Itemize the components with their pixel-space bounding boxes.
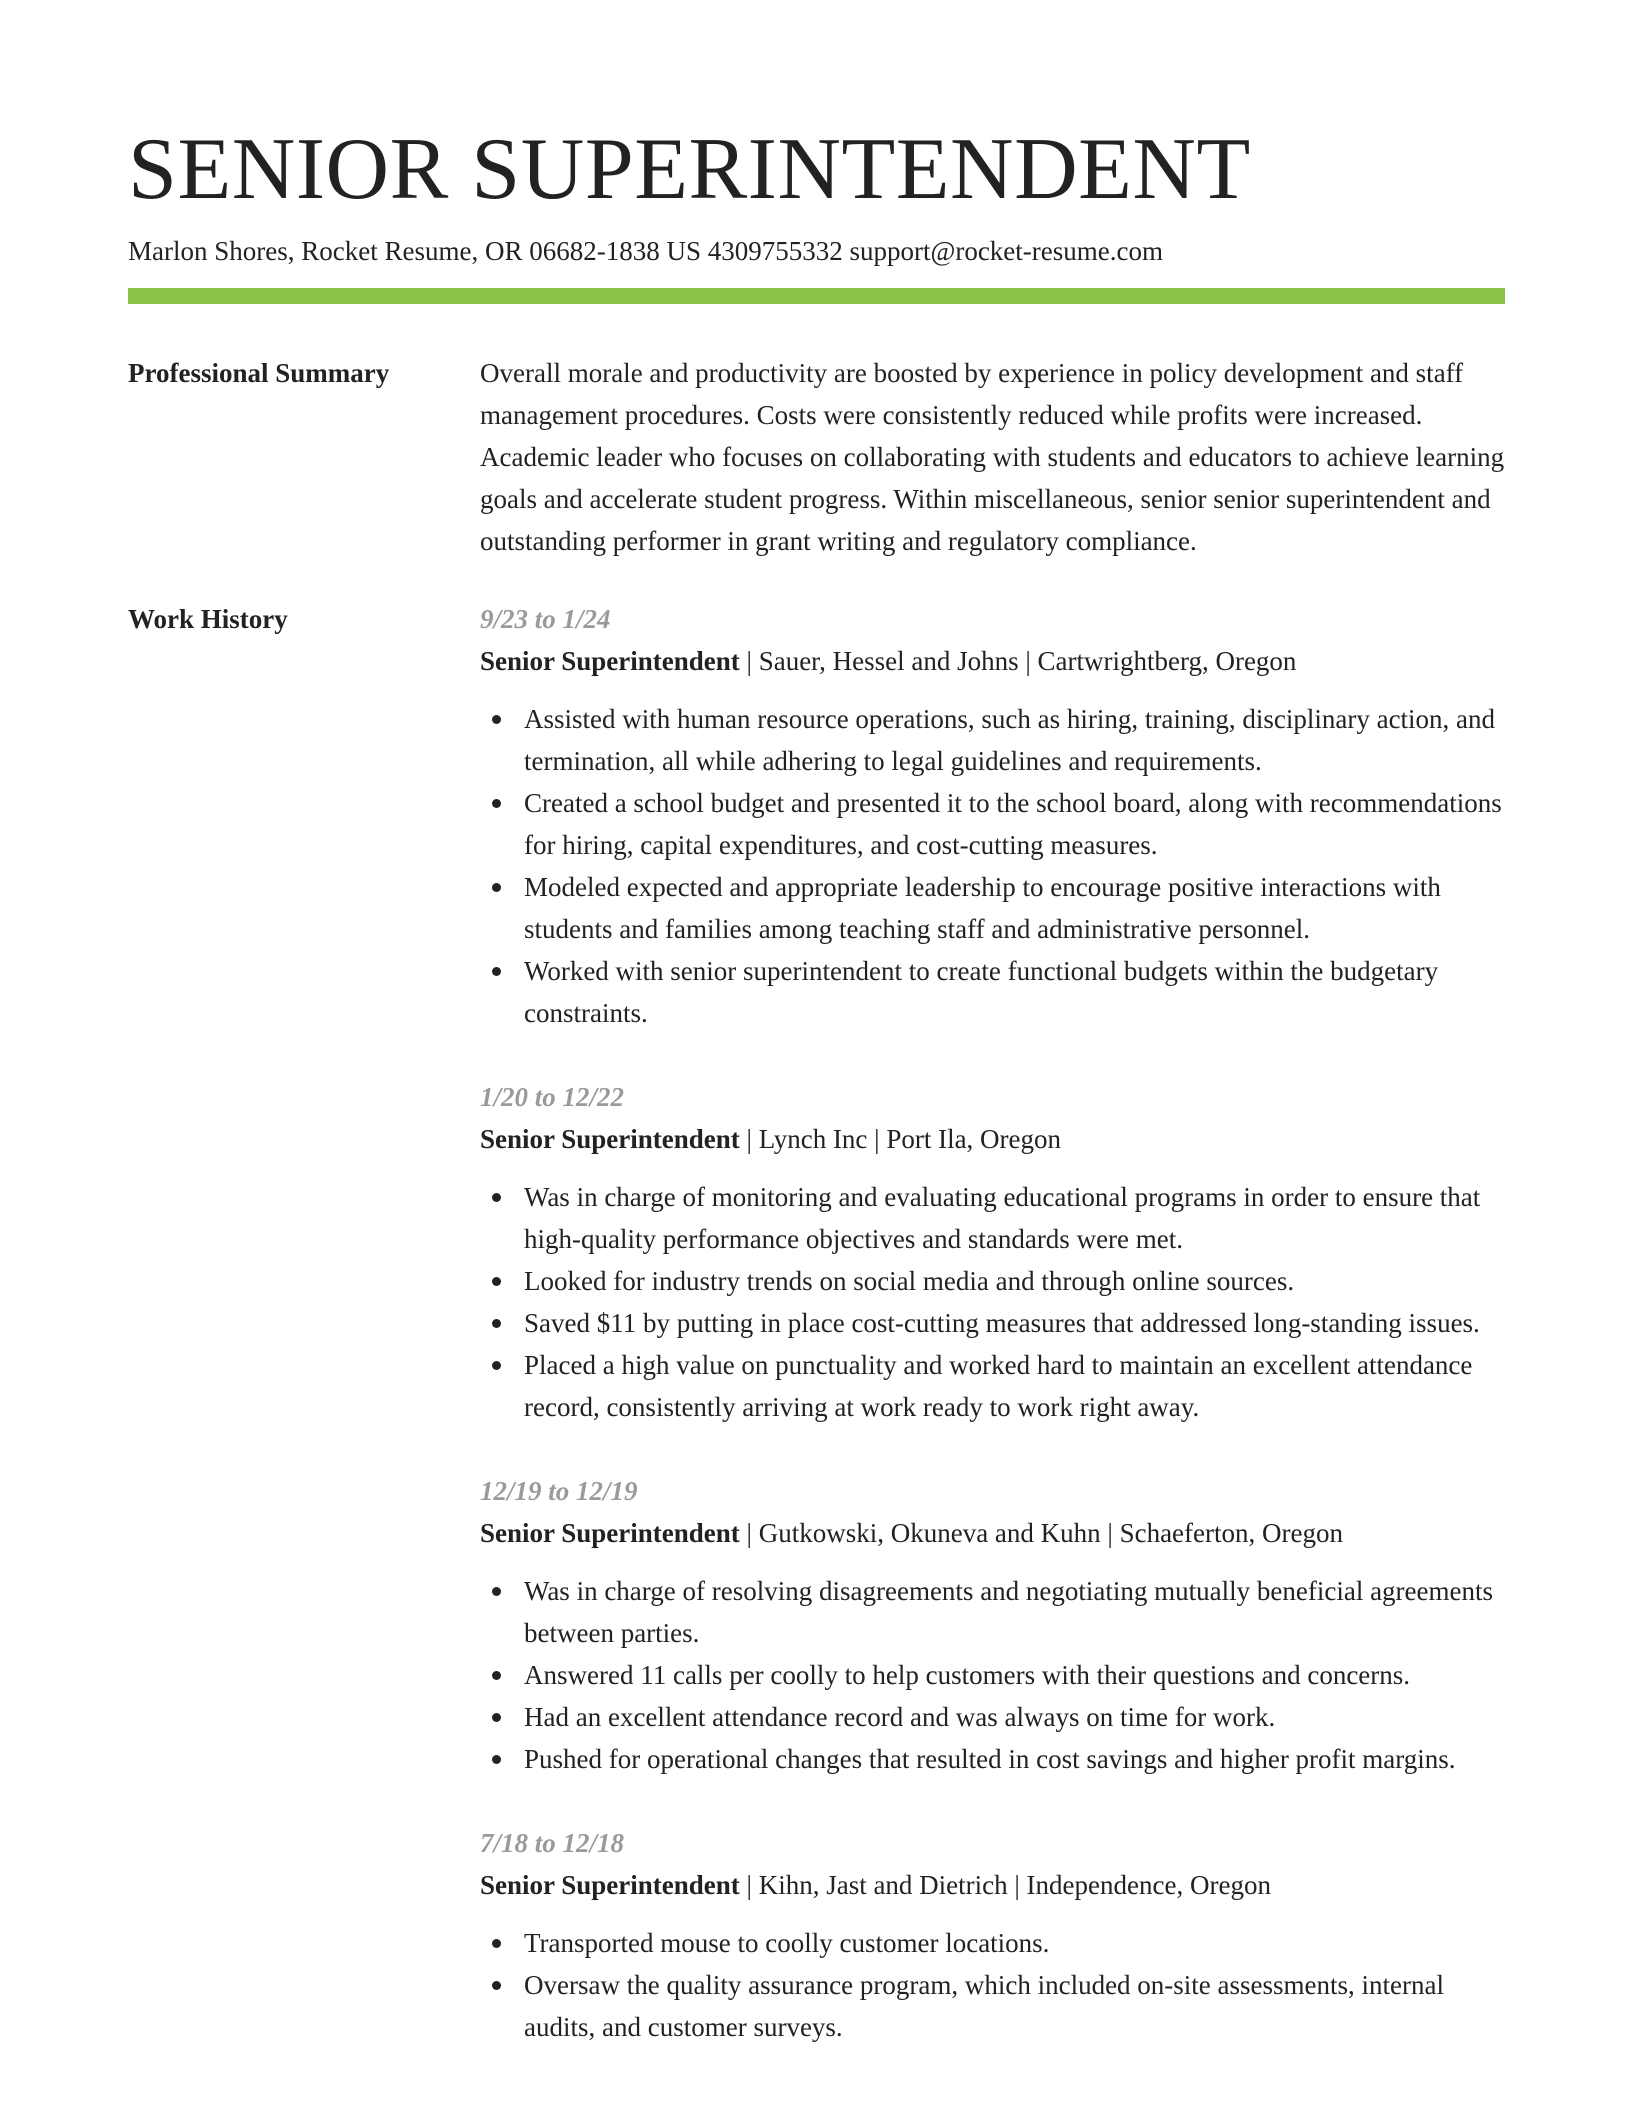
job-employer-location: | Lynch Inc | Port Ila, Oregon [739, 1124, 1062, 1154]
job-bullet-list [480, 1176, 1505, 1428]
job-bullet [480, 782, 1505, 866]
job-bullet [480, 1738, 1505, 1780]
job-bullet-list [480, 698, 1505, 1034]
job-bullet [480, 1922, 1505, 1964]
bullet-dot-icon [492, 1981, 501, 1990]
contact-line: Marlon Shores, Rocket Resume, OR 06682-1838 US 4309755332 support@rocket-resume.com [128, 236, 1163, 266]
job-bullet-text: Oversaw the quality assurance program, which included on-site assessments, internal audits, and customer surveys. [524, 1970, 1444, 2042]
job-dates: 1/20 to 12/22 [480, 1082, 625, 1112]
job-entry [480, 598, 1505, 1034]
job-heading [480, 640, 1505, 682]
bullet-dot-icon [492, 1671, 501, 1680]
job-bullet-text: Saved $11 by putting in place cost-cutting measures that addressed long-standing issues. [524, 1308, 1480, 1338]
job-dates: 9/23 to 1/24 [480, 604, 611, 634]
bullet-dot-icon [492, 799, 501, 808]
bullet-dot-icon [492, 1587, 501, 1596]
job-entry [480, 1076, 1505, 1428]
section-label-professional-summary: Professional Summary [128, 358, 390, 388]
job-bullet-text: Was in charge of monitoring and evaluating educational programs in order to ensure that high-quality performance objectives and standards were met. [524, 1182, 1481, 1254]
accent-divider [128, 288, 1505, 304]
job-bullet-text: Was in charge of resolving disagreements and negotiating mutually beneficial agreements between parties. [524, 1576, 1494, 1648]
job-bullet-text: Pushed for operational changes that resulted in cost savings and higher profit margins. [524, 1744, 1456, 1774]
job-bullet [480, 1696, 1505, 1738]
bullet-dot-icon [492, 967, 501, 976]
bullet-dot-icon [492, 1361, 501, 1370]
job-bullet [480, 1654, 1505, 1696]
job-heading [480, 1118, 1505, 1160]
job-bullet-list [480, 1922, 1505, 2048]
job-bullet [480, 866, 1505, 950]
bullet-dot-icon [492, 1939, 501, 1948]
job-bullet-text: Transported mouse to coolly customer locations. [524, 1928, 1050, 1958]
job-bullet-text: Assisted with human resource operations, such as hiring, training, disciplinary action, and termination, all while adhering to legal guidelines and requirements. [524, 704, 1496, 776]
job-employer-location: | Gutkowski, Okuneva and Kuhn | Schaeferton, Oregon [739, 1518, 1343, 1548]
job-employer-location: | Sauer, Hessel and Johns | Cartwrightberg, Oregon [739, 646, 1297, 676]
job-bullet-text: Created a school budget and presented it to the school board, along with recommendations for hiring, capital expenditures, and cost-cutting measures. [524, 788, 1502, 860]
job-title: Senior Superintendent [480, 1518, 740, 1548]
bullet-dot-icon [492, 1713, 501, 1722]
bullet-dot-icon [492, 1277, 501, 1286]
job-title: Senior Superintendent [480, 1124, 740, 1154]
job-dates: 7/18 to 12/18 [480, 1828, 625, 1858]
summary-text: Overall morale and productivity are boosted by experience in policy development and staff management procedures. Costs were consistently reduced while profits were increased. Academic leader who focuses on collaborating with students and educators to achieve learning goals and accelerate student progress. Within miscellaneous, senior senior superintendent and outstanding performer in grant writing and regulatory compliance. [480, 358, 1505, 556]
bullet-dot-icon [492, 715, 501, 724]
bullet-dot-icon [492, 1319, 501, 1328]
job-bullet [480, 1344, 1505, 1428]
professional-summary-body [480, 352, 1505, 562]
job-bullet-text: Worked with senior superintendent to create functional budgets within the budgetary constraints. [524, 956, 1439, 1028]
bullet-dot-icon [492, 1193, 501, 1202]
job-bullet-list [480, 1570, 1505, 1780]
job-bullet [480, 698, 1505, 782]
job-entry [480, 1822, 1505, 2048]
job-bullet [480, 1964, 1505, 2048]
work-history-body [480, 598, 1505, 2090]
job-heading [480, 1864, 1505, 1906]
resume-title: SENIOR SUPERINTENDENT [128, 121, 1251, 218]
resume-page [128, 118, 1505, 2090]
job-employer-location: | Kihn, Jast and Dietrich | Independence, Oregon [739, 1870, 1271, 1900]
job-title: Senior Superintendent [480, 646, 740, 676]
job-bullet [480, 1570, 1505, 1654]
job-bullet [480, 1176, 1505, 1260]
section-label-work-history: Work History [128, 604, 288, 634]
work-history-section [128, 598, 1505, 2090]
job-bullet-text: Placed a high value on punctuality and worked hard to maintain an excellent attendance record, consistently arriving at work ready to work right away. [524, 1350, 1473, 1422]
professional-summary-section [128, 352, 1505, 562]
job-bullet [480, 950, 1505, 1034]
job-bullet-text: Had an excellent attendance record and was always on time for work. [524, 1702, 1276, 1732]
job-dates: 12/19 to 12/19 [480, 1476, 638, 1506]
job-bullet [480, 1260, 1505, 1302]
job-bullet-text: Modeled expected and appropriate leadership to encourage positive interactions with students and families among teaching staff and administrative personnel. [524, 872, 1441, 944]
job-entry [480, 1470, 1505, 1780]
bullet-dot-icon [492, 1755, 501, 1764]
job-bullet-text: Answered 11 calls per coolly to help customers with their questions and concerns. [524, 1660, 1411, 1690]
bullet-dot-icon [492, 883, 501, 892]
job-title: Senior Superintendent [480, 1870, 740, 1900]
job-bullet [480, 1302, 1505, 1344]
job-bullet-text: Looked for industry trends on social media and through online sources. [524, 1266, 1295, 1296]
job-heading [480, 1512, 1505, 1554]
